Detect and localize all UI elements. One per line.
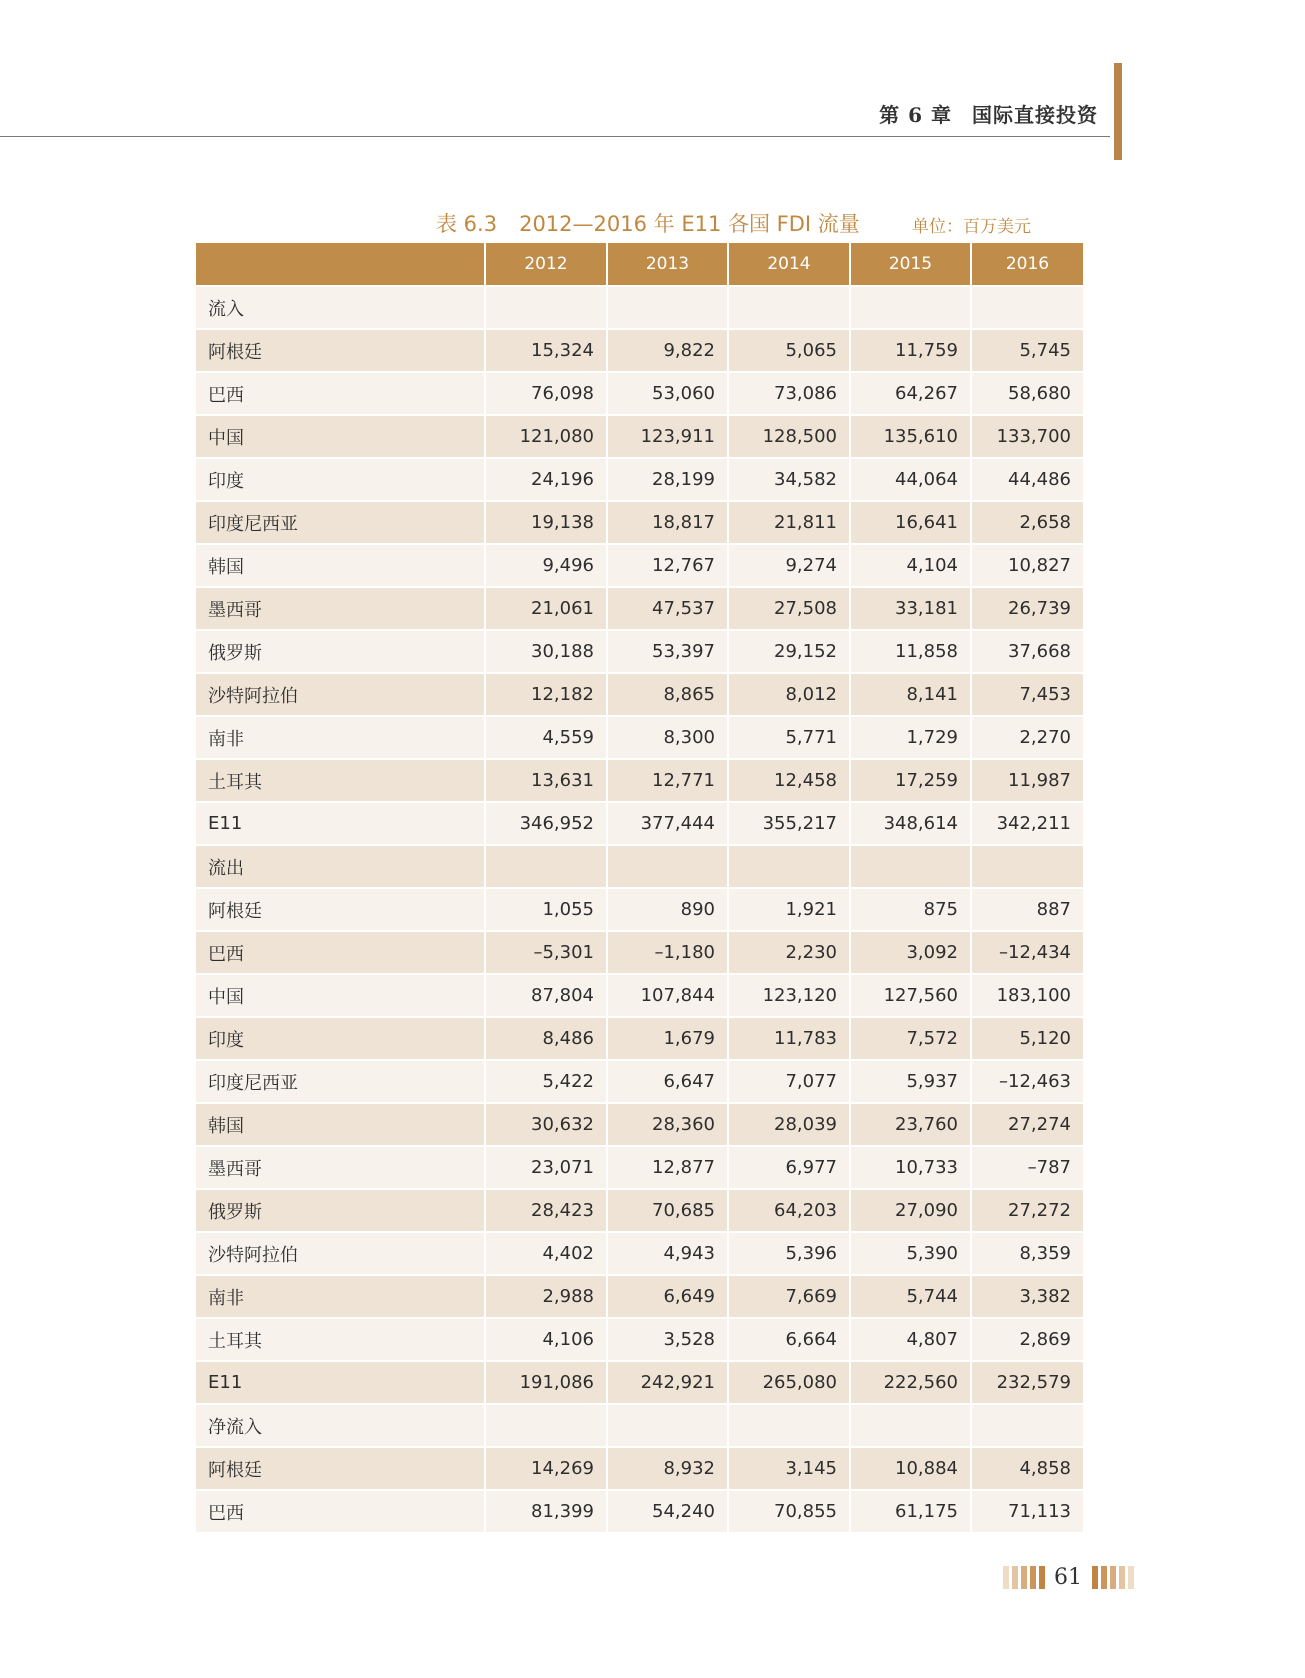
value-cell: 8,486 xyxy=(485,1017,607,1060)
row-label: 韩国 xyxy=(196,544,485,587)
row-label: 印度尼西亚 xyxy=(196,501,485,544)
row-label: 土耳其 xyxy=(196,759,485,802)
row-label: 阿根廷 xyxy=(196,888,485,931)
value-cell: 12,182 xyxy=(485,673,607,716)
value-cell: 5,065 xyxy=(728,329,850,372)
value-cell: 34,582 xyxy=(728,458,850,501)
value-cell xyxy=(850,1404,971,1447)
value-cell: 16,641 xyxy=(850,501,971,544)
value-cell: 342,211 xyxy=(971,802,1083,845)
value-cell: 348,614 xyxy=(850,802,971,845)
table-row xyxy=(196,1103,1083,1146)
table-row xyxy=(196,1318,1083,1361)
value-cell: 87,804 xyxy=(485,974,607,1017)
value-cell: 10,733 xyxy=(850,1146,971,1189)
table-row xyxy=(196,458,1083,501)
table-row xyxy=(196,1017,1083,1060)
year-header: 2015 xyxy=(850,243,971,286)
value-cell: 1,679 xyxy=(607,1017,728,1060)
value-cell xyxy=(971,845,1083,888)
value-cell: 5,771 xyxy=(728,716,850,759)
table-row xyxy=(196,888,1083,931)
value-cell: 4,943 xyxy=(607,1232,728,1275)
value-cell: 53,060 xyxy=(607,372,728,415)
row-label: 沙特阿拉伯 xyxy=(196,1232,485,1275)
value-cell: 5,390 xyxy=(850,1232,971,1275)
row-label: E11 xyxy=(196,802,485,845)
value-cell: 265,080 xyxy=(728,1361,850,1404)
value-cell: 17,259 xyxy=(850,759,971,802)
stripe xyxy=(1030,1566,1036,1589)
value-cell: 346,952 xyxy=(485,802,607,845)
header-rule xyxy=(0,136,1110,137)
row-label: 巴西 xyxy=(196,1490,485,1533)
table-row xyxy=(196,802,1083,845)
value-cell: 15,324 xyxy=(485,329,607,372)
value-cell xyxy=(850,845,971,888)
value-cell: –787 xyxy=(971,1146,1083,1189)
value-cell: 6,977 xyxy=(728,1146,850,1189)
value-cell: 8,012 xyxy=(728,673,850,716)
value-cell: 23,760 xyxy=(850,1103,971,1146)
table-caption xyxy=(436,208,860,238)
value-cell: 21,811 xyxy=(728,501,850,544)
value-cell: 6,647 xyxy=(607,1060,728,1103)
value-cell: 377,444 xyxy=(607,802,728,845)
table-number: 表 6.3 xyxy=(436,212,498,236)
value-cell: 4,807 xyxy=(850,1318,971,1361)
stripe xyxy=(1039,1566,1045,1589)
row-label: 南非 xyxy=(196,1275,485,1318)
value-cell: 12,771 xyxy=(607,759,728,802)
value-cell: 28,423 xyxy=(485,1189,607,1232)
value-cell: 11,987 xyxy=(971,759,1083,802)
row-label: 沙特阿拉伯 xyxy=(196,673,485,716)
stripe xyxy=(1003,1566,1009,1589)
value-cell: 5,937 xyxy=(850,1060,971,1103)
value-cell: 19,138 xyxy=(485,501,607,544)
value-cell: 6,649 xyxy=(607,1275,728,1318)
value-cell: 12,458 xyxy=(728,759,850,802)
chapter-label: 第 6 章 xyxy=(879,103,952,127)
value-cell: –1,180 xyxy=(607,931,728,974)
table-row xyxy=(196,630,1083,673)
table-row xyxy=(196,931,1083,974)
value-cell: 8,359 xyxy=(971,1232,1083,1275)
value-cell: 232,579 xyxy=(971,1361,1083,1404)
row-label: 印度 xyxy=(196,458,485,501)
value-cell: 13,631 xyxy=(485,759,607,802)
row-label: 俄罗斯 xyxy=(196,630,485,673)
chapter-title: 国际直接投资 xyxy=(972,103,1098,127)
year-header: 2014 xyxy=(728,243,850,286)
value-cell: 11,783 xyxy=(728,1017,850,1060)
value-cell: 28,039 xyxy=(728,1103,850,1146)
row-label: 中国 xyxy=(196,415,485,458)
table-row xyxy=(196,1490,1083,1533)
value-cell xyxy=(485,286,607,329)
value-cell: 27,508 xyxy=(728,587,850,630)
value-cell: 3,382 xyxy=(971,1275,1083,1318)
value-cell: 242,921 xyxy=(607,1361,728,1404)
row-label: 流入 xyxy=(196,286,485,329)
value-cell: 64,267 xyxy=(850,372,971,415)
value-cell: 2,230 xyxy=(728,931,850,974)
value-cell: 12,877 xyxy=(607,1146,728,1189)
table-row xyxy=(196,1189,1083,1232)
value-cell: 8,932 xyxy=(607,1447,728,1490)
table-row xyxy=(196,716,1083,759)
value-cell: 5,422 xyxy=(485,1060,607,1103)
value-cell: 8,141 xyxy=(850,673,971,716)
value-cell: 2,869 xyxy=(971,1318,1083,1361)
value-cell: 10,884 xyxy=(850,1447,971,1490)
row-label: 韩国 xyxy=(196,1103,485,1146)
stripe xyxy=(1092,1566,1098,1589)
value-cell: 5,396 xyxy=(728,1232,850,1275)
value-cell: 1,055 xyxy=(485,888,607,931)
table-row xyxy=(196,1404,1083,1447)
value-cell: 23,071 xyxy=(485,1146,607,1189)
value-cell: 28,199 xyxy=(607,458,728,501)
table-row xyxy=(196,974,1083,1017)
value-cell: 133,700 xyxy=(971,415,1083,458)
value-cell: 21,061 xyxy=(485,587,607,630)
value-cell: 9,274 xyxy=(728,544,850,587)
value-cell: 81,399 xyxy=(485,1490,607,1533)
value-cell: 1,921 xyxy=(728,888,850,931)
value-cell: 8,300 xyxy=(607,716,728,759)
value-cell: 127,560 xyxy=(850,974,971,1017)
value-cell: 18,817 xyxy=(607,501,728,544)
value-cell: 28,360 xyxy=(607,1103,728,1146)
stripe xyxy=(1119,1566,1125,1589)
value-cell: 875 xyxy=(850,888,971,931)
value-cell: 61,175 xyxy=(850,1490,971,1533)
value-cell: 887 xyxy=(971,888,1083,931)
value-cell: 26,739 xyxy=(971,587,1083,630)
value-cell: 37,668 xyxy=(971,630,1083,673)
value-cell: 27,274 xyxy=(971,1103,1083,1146)
value-cell: 8,865 xyxy=(607,673,728,716)
row-label: 中国 xyxy=(196,974,485,1017)
row-label: 阿根廷 xyxy=(196,329,485,372)
value-cell xyxy=(728,1404,850,1447)
value-cell xyxy=(728,286,850,329)
value-cell: 123,911 xyxy=(607,415,728,458)
value-cell: 14,269 xyxy=(485,1447,607,1490)
value-cell: –12,463 xyxy=(971,1060,1083,1103)
stripe xyxy=(1021,1566,1027,1589)
row-label: 阿根廷 xyxy=(196,1447,485,1490)
value-cell: 4,858 xyxy=(971,1447,1083,1490)
value-cell: 890 xyxy=(607,888,728,931)
value-cell: 44,486 xyxy=(971,458,1083,501)
value-cell: 7,453 xyxy=(971,673,1083,716)
table-title: 2012—2016 年 E11 各国 FDI 流量 xyxy=(519,212,860,236)
table-row xyxy=(196,415,1083,458)
value-cell: 27,090 xyxy=(850,1189,971,1232)
year-header: 2016 xyxy=(971,243,1083,286)
value-cell: 7,572 xyxy=(850,1017,971,1060)
table-row xyxy=(196,1275,1083,1318)
value-cell: 76,098 xyxy=(485,372,607,415)
value-cell: 135,610 xyxy=(850,415,971,458)
page-folio xyxy=(1003,1566,1137,1589)
value-cell: 5,744 xyxy=(850,1275,971,1318)
table-row xyxy=(196,1146,1083,1189)
year-header: 2013 xyxy=(607,243,728,286)
value-cell: 29,152 xyxy=(728,630,850,673)
fdi-table xyxy=(196,243,1083,1534)
value-cell: –12,434 xyxy=(971,931,1083,974)
value-cell: 355,217 xyxy=(728,802,850,845)
value-cell: 3,145 xyxy=(728,1447,850,1490)
value-cell xyxy=(728,845,850,888)
row-label: 俄罗斯 xyxy=(196,1189,485,1232)
value-cell: 11,858 xyxy=(850,630,971,673)
value-cell: 53,397 xyxy=(607,630,728,673)
row-label: 巴西 xyxy=(196,372,485,415)
table-header-row xyxy=(196,243,1083,286)
decorative-stripes-right xyxy=(1092,1566,1137,1589)
running-header xyxy=(879,99,1098,128)
row-label: 墨西哥 xyxy=(196,1146,485,1189)
table-row xyxy=(196,501,1083,544)
value-cell: 5,745 xyxy=(971,329,1083,372)
value-cell xyxy=(485,845,607,888)
value-cell: 71,113 xyxy=(971,1490,1083,1533)
value-cell: 47,537 xyxy=(607,587,728,630)
value-cell: 54,240 xyxy=(607,1490,728,1533)
row-label: 印度 xyxy=(196,1017,485,1060)
table-row xyxy=(196,759,1083,802)
year-header: 2012 xyxy=(485,243,607,286)
value-cell: 30,632 xyxy=(485,1103,607,1146)
stripe xyxy=(1012,1566,1018,1589)
value-cell: 222,560 xyxy=(850,1361,971,1404)
value-cell: 44,064 xyxy=(850,458,971,501)
row-label: 巴西 xyxy=(196,931,485,974)
table-row xyxy=(196,587,1083,630)
value-cell xyxy=(607,845,728,888)
value-cell: 2,270 xyxy=(971,716,1083,759)
row-label: 墨西哥 xyxy=(196,587,485,630)
stripe xyxy=(1101,1566,1107,1589)
value-cell: 9,822 xyxy=(607,329,728,372)
value-cell: 12,767 xyxy=(607,544,728,587)
decorative-stripes-left xyxy=(1003,1566,1048,1589)
value-cell: 27,272 xyxy=(971,1189,1083,1232)
value-cell: 30,188 xyxy=(485,630,607,673)
value-cell: 5,120 xyxy=(971,1017,1083,1060)
header-label-cell xyxy=(196,243,485,286)
value-cell xyxy=(607,1404,728,1447)
value-cell: 4,559 xyxy=(485,716,607,759)
value-cell: 1,729 xyxy=(850,716,971,759)
table-row xyxy=(196,673,1083,716)
row-label: 南非 xyxy=(196,716,485,759)
row-label: 印度尼西亚 xyxy=(196,1060,485,1103)
value-cell: 121,080 xyxy=(485,415,607,458)
value-cell: 9,496 xyxy=(485,544,607,587)
row-label: E11 xyxy=(196,1361,485,1404)
value-cell: 123,120 xyxy=(728,974,850,1017)
page-number: 61 xyxy=(1054,1565,1082,1590)
row-label: 流出 xyxy=(196,845,485,888)
value-cell: 3,528 xyxy=(607,1318,728,1361)
table-row xyxy=(196,1232,1083,1275)
table-row xyxy=(196,1447,1083,1490)
value-cell: 70,855 xyxy=(728,1490,850,1533)
value-cell: 7,077 xyxy=(728,1060,850,1103)
value-cell: 191,086 xyxy=(485,1361,607,1404)
value-cell: 4,402 xyxy=(485,1232,607,1275)
value-cell: 107,844 xyxy=(607,974,728,1017)
value-cell: 70,685 xyxy=(607,1189,728,1232)
value-cell xyxy=(971,1404,1083,1447)
value-cell: 2,658 xyxy=(971,501,1083,544)
table-row xyxy=(196,1060,1083,1103)
row-label: 净流入 xyxy=(196,1404,485,1447)
value-cell: 24,196 xyxy=(485,458,607,501)
value-cell: 128,500 xyxy=(728,415,850,458)
value-cell: –5,301 xyxy=(485,931,607,974)
table-row xyxy=(196,372,1083,415)
stripe xyxy=(1110,1566,1116,1589)
table-unit: 单位：百万美元 xyxy=(912,217,1031,237)
value-cell: 11,759 xyxy=(850,329,971,372)
table-row xyxy=(196,286,1083,329)
table-row xyxy=(196,329,1083,372)
value-cell: 64,203 xyxy=(728,1189,850,1232)
value-cell xyxy=(850,286,971,329)
value-cell xyxy=(485,1404,607,1447)
value-cell: 58,680 xyxy=(971,372,1083,415)
table-body xyxy=(196,286,1083,1533)
value-cell: 10,827 xyxy=(971,544,1083,587)
table-row xyxy=(196,1361,1083,1404)
value-cell: 6,664 xyxy=(728,1318,850,1361)
stripe xyxy=(1128,1566,1134,1589)
value-cell: 2,988 xyxy=(485,1275,607,1318)
value-cell xyxy=(971,286,1083,329)
value-cell: 4,106 xyxy=(485,1318,607,1361)
value-cell: 33,181 xyxy=(850,587,971,630)
value-cell: 7,669 xyxy=(728,1275,850,1318)
value-cell: 73,086 xyxy=(728,372,850,415)
value-cell: 3,092 xyxy=(850,931,971,974)
table-row xyxy=(196,845,1083,888)
value-cell xyxy=(607,286,728,329)
header-accent-bar xyxy=(1114,63,1122,160)
value-cell: 4,104 xyxy=(850,544,971,587)
table-row xyxy=(196,544,1083,587)
row-label: 土耳其 xyxy=(196,1318,485,1361)
value-cell: 183,100 xyxy=(971,974,1083,1017)
